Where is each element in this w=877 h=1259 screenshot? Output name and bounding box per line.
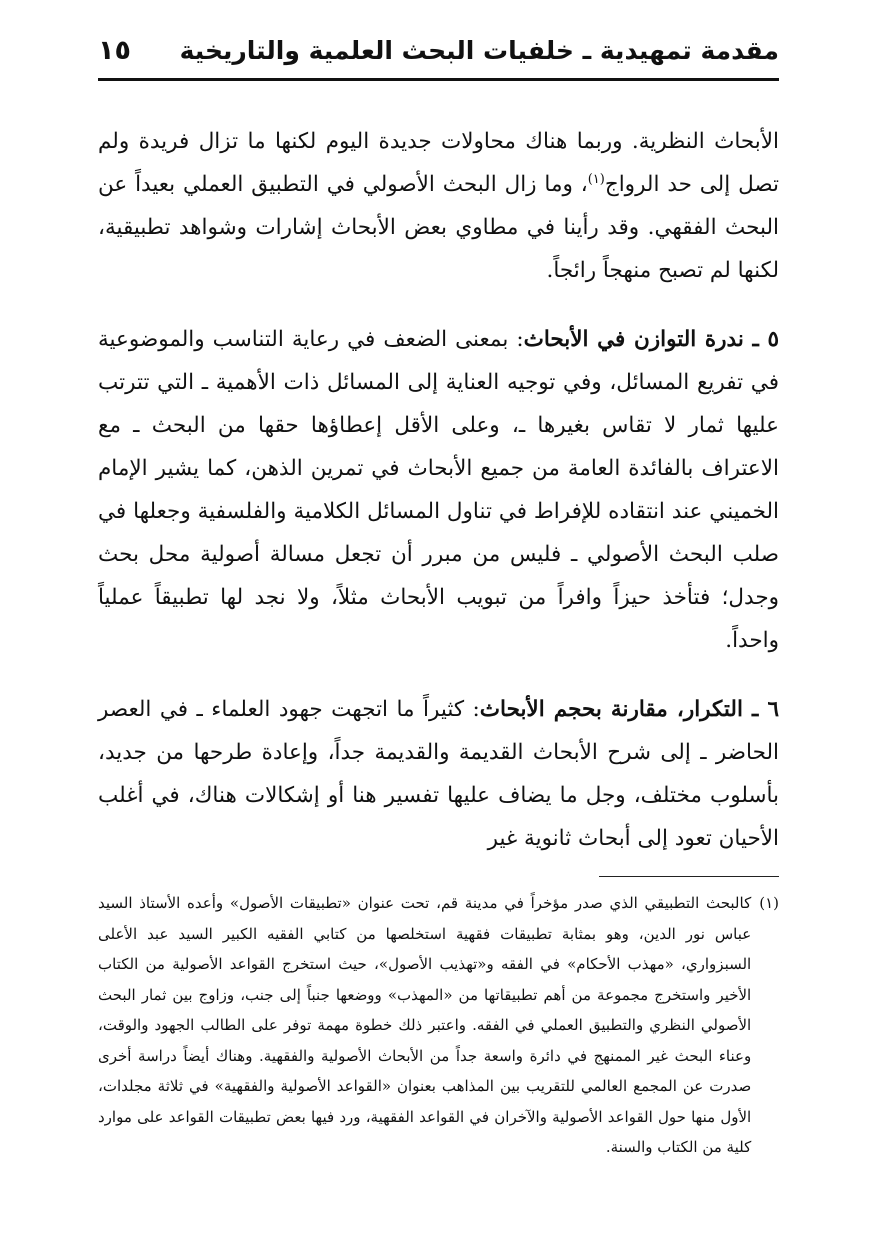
footnote <box>98 888 779 1163</box>
paragraph-1 <box>98 120 779 292</box>
running-header <box>98 22 779 81</box>
section-heading-6: ٦ ـ التكرار، مقارنة بحجم الأبحاث <box>479 697 780 722</box>
footnote-marker: (١) <box>759 894 779 912</box>
footnote-separator <box>599 876 779 877</box>
section-heading-5: ٥ ـ ندرة التوازن في الأبحاث <box>523 327 779 352</box>
footnote-reference: (١) <box>587 171 605 187</box>
paragraph-1-text: الأبحاث النظرية. وربما هناك محاولات جديدة اليوم لكنها ما تزال فريدة ولم تصل إلى حد الرواج <box>98 129 779 197</box>
page-number: ١٥ <box>98 34 131 66</box>
footnotes <box>98 888 779 1163</box>
footnote-text: كالبحث التطبيقي الذي صدر مؤخراً في مدينة قم، تحت عنوان «تطبيقات الأصول» وأعده الأستاذ السيد عباس نور الدين، وهو بمثابة تطبيقات فقهية استخلصها من كتابي الفقيه الكبير السيد عبد الأعلى السبزواري، «مهذب الأحكام» في الفقه و«تهذيب الأصول»، حيث استخرج القواعد الأصولية من الكتاب الأخير واستخرج مجموعة من أهم تطبيقاتها من «المهذب» ووضعها جنباً إلى جنب، وزاوج بين ثمار البحث الأصولي النظري والتطبيق العملي في الفقه. واعتبر ذلك خطوة مهمة توفر على الطالب الجهود والوقت، وعناء البحث غير الممنهج في دائرة واسعة جداً من الأبحاث الأصولية والفقهية. وهناك أيضاً دراسة أخرى صدرت عن المجمع العالمي للتقريب بين المذاهب بعنوان «القواعد الأصولية والفقهية» في ثلاثة مجلدات، الأول منها حول القواعد الأصولية والآخران في القواعد الفقهية، ورد فيها بعض تطبيقات القواعد على موارد كلية من الكتاب والسنة. <box>98 894 752 1156</box>
paragraph-1-text-cont: ، وما زال البحث الأصولي في التطبيق العملي بعيداً عن البحث الفقهي. وقد رأينا في مطاوي بعض الأبحاث إشارات وشواهد تطبيقية، لكنها لم تصبح منهجاً رائجاً. <box>98 172 779 283</box>
paragraph-2 <box>98 318 779 662</box>
paragraph-3 <box>98 688 779 860</box>
paragraph-2-text: : بمعنى الضعف في رعاية التناسب والموضوعية في تفريع المسائل، وفي توجيه العناية إلى المسائل ذات الأهمية ـ التي تترتب عليها ثمار لا تقاس بغيرها ـ، وعلى الأقل إعطاؤها حقها من البحث ـ مع الاعتراف بالفائدة العامة من جميع الأبحاث في تمرين الذهن، كما يشير الإمام الخميني عند انتقاده للإفراط في تناول المسائل الكلامية والفلسفية وجعلها في صلب البحث الأصولي ـ فليس من مبرر أن تجعل مسالة أصولية محل بحث وجدل؛ فتأخذ حيزاً وافراً من تبويب الأبحاث مثلاً، ولا نجد لها تطبيقاً عملياً واحداً. <box>98 327 779 653</box>
main-text <box>98 120 779 886</box>
header-title: مقدمة تمهيدية ـ خلفيات البحث العلمية والتاريخية <box>179 35 779 65</box>
paragraph-3-text: : كثيراً ما اتجهت جهود العلماء ـ في العصر الحاضر ـ إلى شرح الأبحاث القديمة والقديمة جداً، وإعادة طرحها من جديد، بأسلوب مختلف، وجل ما يضاف عليها تفسير هنا أو إشكالات هناك، في أغلب الأحيان تعود إلى أبحاث ثانوية غير <box>98 697 779 851</box>
